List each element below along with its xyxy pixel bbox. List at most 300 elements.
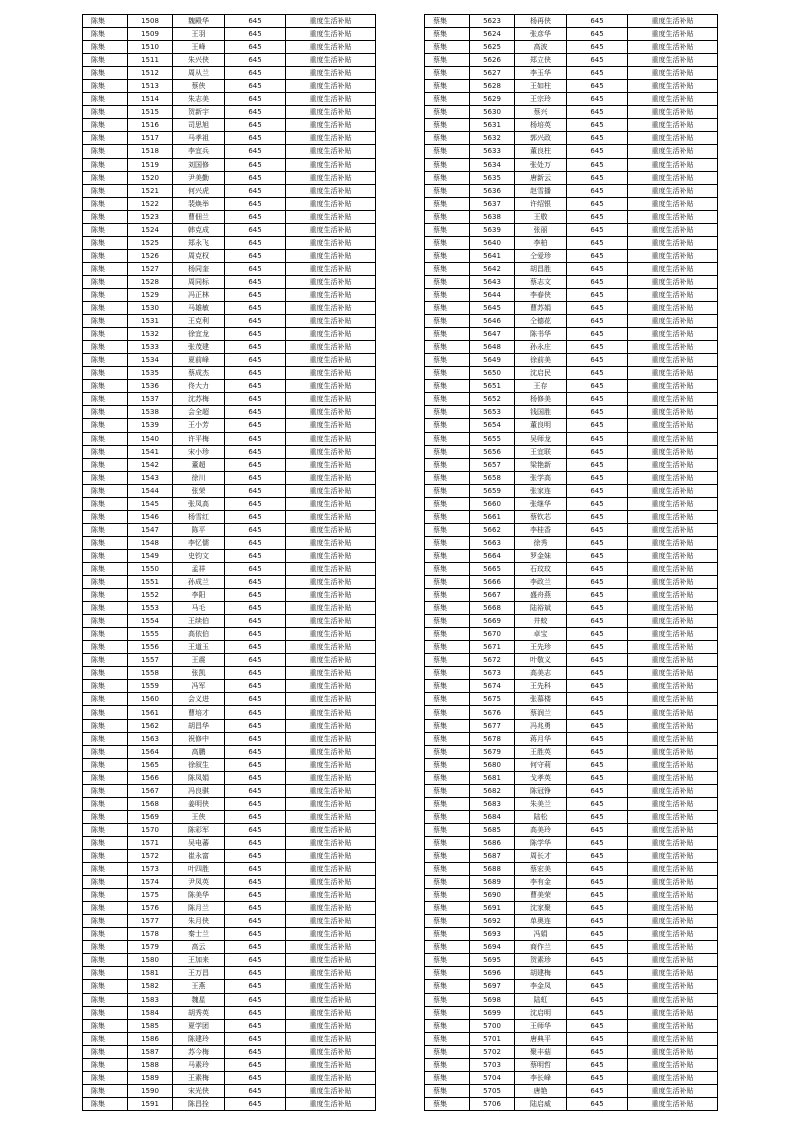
table-row	[83, 941, 376, 954]
table-row	[425, 641, 718, 654]
type-cell: 重度生活补贴	[628, 1019, 718, 1032]
amount-cell: 645	[225, 471, 286, 484]
number-cell: 5706	[470, 1097, 515, 1110]
number-cell: 5705	[470, 1084, 515, 1097]
name-cell: 王素梅	[173, 1071, 225, 1084]
table-row	[83, 106, 376, 119]
town-cell: 蔡集	[425, 797, 470, 810]
table-row	[83, 993, 376, 1006]
number-cell: 1522	[128, 197, 173, 210]
type-cell: 重度生活补贴	[286, 315, 376, 328]
table-row	[425, 236, 718, 249]
number-cell: 1548	[128, 536, 173, 549]
number-cell: 1525	[128, 236, 173, 249]
town-cell: 陈集	[83, 406, 128, 419]
town-cell: 陈集	[83, 941, 128, 954]
town-cell: 陈集	[83, 836, 128, 849]
number-cell: 5697	[470, 980, 515, 993]
number-cell: 1547	[128, 523, 173, 536]
number-cell: 5669	[470, 615, 515, 628]
number-cell: 1511	[128, 54, 173, 67]
town-cell: 陈集	[83, 902, 128, 915]
table-row	[425, 432, 718, 445]
table-row	[425, 28, 718, 41]
name-cell: 高鹏	[173, 745, 225, 758]
table-row	[425, 497, 718, 510]
table-row	[425, 549, 718, 562]
amount-cell: 645	[567, 249, 628, 262]
name-cell: 冯良骐	[173, 784, 225, 797]
town-cell: 陈集	[83, 810, 128, 823]
amount-cell: 645	[225, 1032, 286, 1045]
table-row	[425, 67, 718, 80]
amount-cell: 645	[567, 262, 628, 275]
name-cell: 胡秀英	[173, 1006, 225, 1019]
table-row	[425, 458, 718, 471]
table-row	[425, 445, 718, 458]
number-cell: 1509	[128, 28, 173, 41]
number-cell: 1562	[128, 719, 173, 732]
table-row	[83, 758, 376, 771]
amount-cell: 645	[225, 536, 286, 549]
type-cell: 重度生活补贴	[286, 288, 376, 301]
town-cell: 蔡集	[425, 784, 470, 797]
amount-cell: 645	[567, 771, 628, 784]
town-cell: 陈集	[83, 732, 128, 745]
town-cell: 蔡集	[425, 445, 470, 458]
amount-cell: 645	[225, 288, 286, 301]
number-cell: 5676	[470, 706, 515, 719]
name-cell: 曹美荣	[515, 889, 567, 902]
type-cell: 重度生活补贴	[286, 419, 376, 432]
type-cell: 重度生活补贴	[628, 1097, 718, 1110]
table-row	[425, 210, 718, 223]
name-cell: 王万昌	[173, 967, 225, 980]
number-cell: 1585	[128, 1019, 173, 1032]
amount-cell: 645	[567, 667, 628, 680]
type-cell: 重度生活补贴	[286, 797, 376, 810]
type-cell: 重度生活补贴	[628, 28, 718, 41]
table-row	[83, 1006, 376, 1019]
type-cell: 重度生活补贴	[286, 158, 376, 171]
amount-cell: 645	[225, 158, 286, 171]
type-cell: 重度生活补贴	[286, 145, 376, 158]
amount-cell: 645	[567, 784, 628, 797]
name-cell: 胡昌华	[173, 719, 225, 732]
name-cell: 张继华	[515, 497, 567, 510]
table-row	[425, 719, 718, 732]
town-cell: 陈集	[83, 367, 128, 380]
town-cell: 蔡集	[425, 367, 470, 380]
number-cell: 1576	[128, 902, 173, 915]
amount-cell: 645	[225, 119, 286, 132]
name-cell: 蔡明哲	[515, 1058, 567, 1071]
town-cell: 陈集	[83, 915, 128, 928]
amount-cell: 645	[567, 549, 628, 562]
amount-cell: 645	[567, 106, 628, 119]
number-cell: 5701	[470, 1032, 515, 1045]
amount-cell: 645	[567, 341, 628, 354]
name-cell: 王侠	[173, 810, 225, 823]
number-cell: 1553	[128, 602, 173, 615]
name-cell: 许绍银	[515, 197, 567, 210]
town-cell: 蔡集	[425, 1019, 470, 1032]
town-cell: 陈集	[83, 93, 128, 106]
number-cell: 1546	[128, 510, 173, 523]
amount-cell: 645	[567, 367, 628, 380]
town-cell: 蔡集	[425, 171, 470, 184]
name-cell: 魏殿华	[173, 15, 225, 28]
amount-cell: 645	[225, 328, 286, 341]
table-row	[425, 510, 718, 523]
name-cell: 蔡成杰	[173, 367, 225, 380]
name-cell: 夏前峰	[173, 354, 225, 367]
name-cell: 盛舟燕	[515, 589, 567, 602]
number-cell: 1535	[128, 367, 173, 380]
type-cell: 重度生活补贴	[286, 510, 376, 523]
amount-cell: 645	[225, 341, 286, 354]
table-row	[83, 549, 376, 562]
table-row	[425, 823, 718, 836]
town-cell: 蔡集	[425, 641, 470, 654]
table-row	[83, 223, 376, 236]
name-cell: 陈冠铮	[515, 784, 567, 797]
name-cell: 蔡侠	[173, 80, 225, 93]
table-row	[425, 471, 718, 484]
town-cell: 陈集	[83, 184, 128, 197]
town-cell: 蔡集	[425, 615, 470, 628]
amount-cell: 645	[567, 315, 628, 328]
table-row	[83, 236, 376, 249]
table-row	[425, 889, 718, 902]
table-row	[425, 602, 718, 615]
name-cell: 会全超	[173, 406, 225, 419]
amount-cell: 645	[225, 615, 286, 628]
table-row	[425, 380, 718, 393]
type-cell: 重度生活补贴	[628, 784, 718, 797]
number-cell: 5654	[470, 419, 515, 432]
number-cell: 1563	[128, 732, 173, 745]
table-row	[425, 262, 718, 275]
name-cell: 张茂建	[173, 341, 225, 354]
town-cell: 陈集	[83, 197, 128, 210]
name-cell: 冯娟	[515, 928, 567, 941]
number-cell: 1544	[128, 484, 173, 497]
town-cell: 蔡集	[425, 602, 470, 615]
amount-cell: 645	[567, 406, 628, 419]
town-cell: 陈集	[83, 1058, 128, 1071]
amount-cell: 645	[225, 510, 286, 523]
amount-cell: 645	[567, 354, 628, 367]
table-row	[83, 54, 376, 67]
type-cell: 重度生活补贴	[286, 1006, 376, 1019]
name-cell: 李金凤	[515, 980, 567, 993]
amount-cell: 645	[567, 836, 628, 849]
type-cell: 重度生活补贴	[628, 262, 718, 275]
type-cell: 重度生活补贴	[286, 902, 376, 915]
town-cell: 陈集	[83, 328, 128, 341]
town-cell: 蔡集	[425, 954, 470, 967]
town-cell: 陈集	[83, 497, 128, 510]
number-cell: 5679	[470, 745, 515, 758]
type-cell: 重度生活补贴	[628, 562, 718, 575]
amount-cell: 645	[225, 967, 286, 980]
amount-cell: 645	[567, 954, 628, 967]
name-cell: 朱志美	[173, 93, 225, 106]
type-cell: 重度生活补贴	[286, 719, 376, 732]
name-cell: 刘国修	[173, 158, 225, 171]
table-row	[83, 328, 376, 341]
name-cell: 胡昌胜	[515, 262, 567, 275]
type-cell: 重度生活补贴	[286, 745, 376, 758]
number-cell: 5650	[470, 367, 515, 380]
table-row	[425, 758, 718, 771]
table-row	[425, 589, 718, 602]
type-cell: 重度生活补贴	[628, 484, 718, 497]
town-cell: 蔡集	[425, 836, 470, 849]
table-row	[425, 171, 718, 184]
amount-cell: 645	[225, 654, 286, 667]
table-row	[83, 1097, 376, 1110]
amount-cell: 645	[225, 275, 286, 288]
name-cell: 王小芳	[173, 419, 225, 432]
name-cell: 陈平	[173, 523, 225, 536]
table-row	[83, 380, 376, 393]
type-cell: 重度生活补贴	[286, 67, 376, 80]
number-cell: 1521	[128, 184, 173, 197]
type-cell: 重度生活补贴	[286, 954, 376, 967]
name-cell: 陈建玲	[173, 1032, 225, 1045]
amount-cell: 645	[225, 236, 286, 249]
type-cell: 重度生活补贴	[286, 693, 376, 706]
amount-cell: 645	[567, 719, 628, 732]
town-cell: 陈集	[83, 275, 128, 288]
name-cell: 唐新云	[515, 171, 567, 184]
left-table	[82, 14, 376, 1111]
table-row	[425, 706, 718, 719]
amount-cell: 645	[567, 745, 628, 758]
table-row	[83, 119, 376, 132]
type-cell: 重度生活补贴	[628, 471, 718, 484]
name-cell: 井蛟	[515, 615, 567, 628]
name-cell: 陆松	[515, 810, 567, 823]
name-cell: 陈凤娟	[173, 771, 225, 784]
type-cell: 重度生活补贴	[628, 432, 718, 445]
table-row	[425, 797, 718, 810]
name-cell: 高美玲	[515, 823, 567, 836]
amount-cell: 645	[225, 106, 286, 119]
number-cell: 5662	[470, 523, 515, 536]
type-cell: 重度生活补贴	[286, 967, 376, 980]
town-cell: 陈集	[83, 484, 128, 497]
table-row	[83, 771, 376, 784]
town-cell: 陈集	[83, 1006, 128, 1019]
amount-cell: 645	[225, 863, 286, 876]
table-row	[83, 419, 376, 432]
table-row	[425, 1097, 718, 1110]
town-cell: 蔡集	[425, 275, 470, 288]
table-row	[83, 810, 376, 823]
town-cell: 蔡集	[425, 549, 470, 562]
number-cell: 1582	[128, 980, 173, 993]
amount-cell: 645	[225, 680, 286, 693]
type-cell: 重度生活补贴	[286, 1045, 376, 1058]
name-cell: 沈启民	[515, 367, 567, 380]
amount-cell: 645	[225, 1006, 286, 1019]
name-cell: 梁艳新	[515, 458, 567, 471]
amount-cell: 645	[567, 523, 628, 536]
town-cell: 陈集	[83, 954, 128, 967]
type-cell: 重度生活补贴	[628, 549, 718, 562]
table-row	[83, 15, 376, 28]
table-row	[425, 315, 718, 328]
name-cell: 戈孝英	[515, 771, 567, 784]
type-cell: 重度生活补贴	[286, 915, 376, 928]
type-cell: 重度生活补贴	[628, 523, 718, 536]
type-cell: 重度生活补贴	[286, 380, 376, 393]
type-cell: 重度生活补贴	[286, 758, 376, 771]
type-cell: 重度生活补贴	[286, 41, 376, 54]
type-cell: 重度生活补贴	[286, 823, 376, 836]
name-cell: 司思旭	[173, 119, 225, 132]
table-row	[425, 980, 718, 993]
type-cell: 重度生活补贴	[286, 523, 376, 536]
table-row	[425, 80, 718, 93]
type-cell: 重度生活补贴	[286, 589, 376, 602]
name-cell: 仝爱珍	[515, 249, 567, 262]
table-row	[83, 367, 376, 380]
town-cell: 陈集	[83, 354, 128, 367]
name-cell: 钱国胜	[515, 406, 567, 419]
type-cell: 重度生活补贴	[628, 654, 718, 667]
type-cell: 重度生活补贴	[286, 93, 376, 106]
amount-cell: 645	[225, 445, 286, 458]
town-cell: 蔡集	[425, 471, 470, 484]
town-cell: 陈集	[83, 210, 128, 223]
number-cell: 5674	[470, 680, 515, 693]
town-cell: 陈集	[83, 262, 128, 275]
type-cell: 重度生活补贴	[628, 119, 718, 132]
town-cell: 陈集	[83, 1097, 128, 1110]
town-cell: 陈集	[83, 419, 128, 432]
town-cell: 蔡集	[425, 223, 470, 236]
name-cell: 陆裕斌	[515, 602, 567, 615]
town-cell: 蔡集	[425, 876, 470, 889]
amount-cell: 645	[225, 562, 286, 575]
type-cell: 重度生活补贴	[628, 1071, 718, 1084]
name-cell: 张丽	[515, 223, 567, 236]
name-cell: 朱月侠	[173, 915, 225, 928]
amount-cell: 645	[567, 628, 628, 641]
table-row	[425, 876, 718, 889]
number-cell: 5667	[470, 589, 515, 602]
type-cell: 重度生活补贴	[628, 236, 718, 249]
number-cell: 5658	[470, 471, 515, 484]
amount-cell: 645	[567, 54, 628, 67]
number-cell: 5665	[470, 562, 515, 575]
type-cell: 重度生活补贴	[286, 197, 376, 210]
town-cell: 陈集	[83, 863, 128, 876]
amount-cell: 645	[225, 380, 286, 393]
amount-cell: 645	[567, 197, 628, 210]
name-cell: 夏学团	[173, 1019, 225, 1032]
number-cell: 1542	[128, 458, 173, 471]
type-cell: 重度生活补贴	[286, 184, 376, 197]
town-cell: 蔡集	[425, 145, 470, 158]
type-cell: 重度生活补贴	[628, 758, 718, 771]
amount-cell: 645	[567, 797, 628, 810]
name-cell: 秦士兰	[173, 928, 225, 941]
amount-cell: 645	[567, 1045, 628, 1058]
number-cell: 5630	[470, 106, 515, 119]
town-cell: 陈集	[83, 745, 128, 758]
number-cell: 5693	[470, 928, 515, 941]
number-cell: 5688	[470, 863, 515, 876]
amount-cell: 645	[567, 889, 628, 902]
town-cell: 蔡集	[425, 719, 470, 732]
name-cell: 高依伯	[173, 628, 225, 641]
name-cell: 杨再侠	[515, 15, 567, 28]
table-row	[83, 1071, 376, 1084]
number-cell: 5672	[470, 654, 515, 667]
number-cell: 1569	[128, 810, 173, 823]
amount-cell: 645	[567, 850, 628, 863]
name-cell: 马雄敏	[173, 302, 225, 315]
town-cell: 陈集	[83, 719, 128, 732]
town-cell: 蔡集	[425, 980, 470, 993]
town-cell: 蔡集	[425, 54, 470, 67]
type-cell: 重度生活补贴	[628, 902, 718, 915]
number-cell: 5700	[470, 1019, 515, 1032]
amount-cell: 645	[567, 1071, 628, 1084]
number-cell: 5704	[470, 1071, 515, 1084]
number-cell: 5659	[470, 484, 515, 497]
number-cell: 1581	[128, 967, 173, 980]
number-cell: 1540	[128, 432, 173, 445]
number-cell: 5666	[470, 576, 515, 589]
number-cell: 1550	[128, 562, 173, 575]
number-cell: 5696	[470, 967, 515, 980]
amount-cell: 645	[225, 28, 286, 41]
amount-cell: 645	[567, 967, 628, 980]
amount-cell: 645	[225, 67, 286, 80]
number-cell: 1587	[128, 1045, 173, 1058]
number-cell: 5683	[470, 797, 515, 810]
type-cell: 重度生活补贴	[286, 576, 376, 589]
table-row	[425, 523, 718, 536]
number-cell: 1524	[128, 223, 173, 236]
name-cell: 孟祥	[173, 562, 225, 575]
table-row	[83, 615, 376, 628]
table-row	[83, 1019, 376, 1032]
number-cell: 5628	[470, 80, 515, 93]
name-cell: 石玟玟	[515, 562, 567, 575]
type-cell: 重度生活补贴	[628, 693, 718, 706]
number-cell: 1558	[128, 667, 173, 680]
type-cell: 重度生活补贴	[286, 341, 376, 354]
type-cell: 重度生活补贴	[628, 1084, 718, 1097]
number-cell: 1543	[128, 471, 173, 484]
amount-cell: 645	[225, 171, 286, 184]
type-cell: 重度生活补贴	[286, 249, 376, 262]
amount-cell: 645	[567, 928, 628, 941]
table-row	[83, 523, 376, 536]
type-cell: 重度生活补贴	[628, 171, 718, 184]
number-cell: 1508	[128, 15, 173, 28]
type-cell: 重度生活补贴	[286, 497, 376, 510]
table-row	[425, 615, 718, 628]
amount-cell: 645	[567, 941, 628, 954]
